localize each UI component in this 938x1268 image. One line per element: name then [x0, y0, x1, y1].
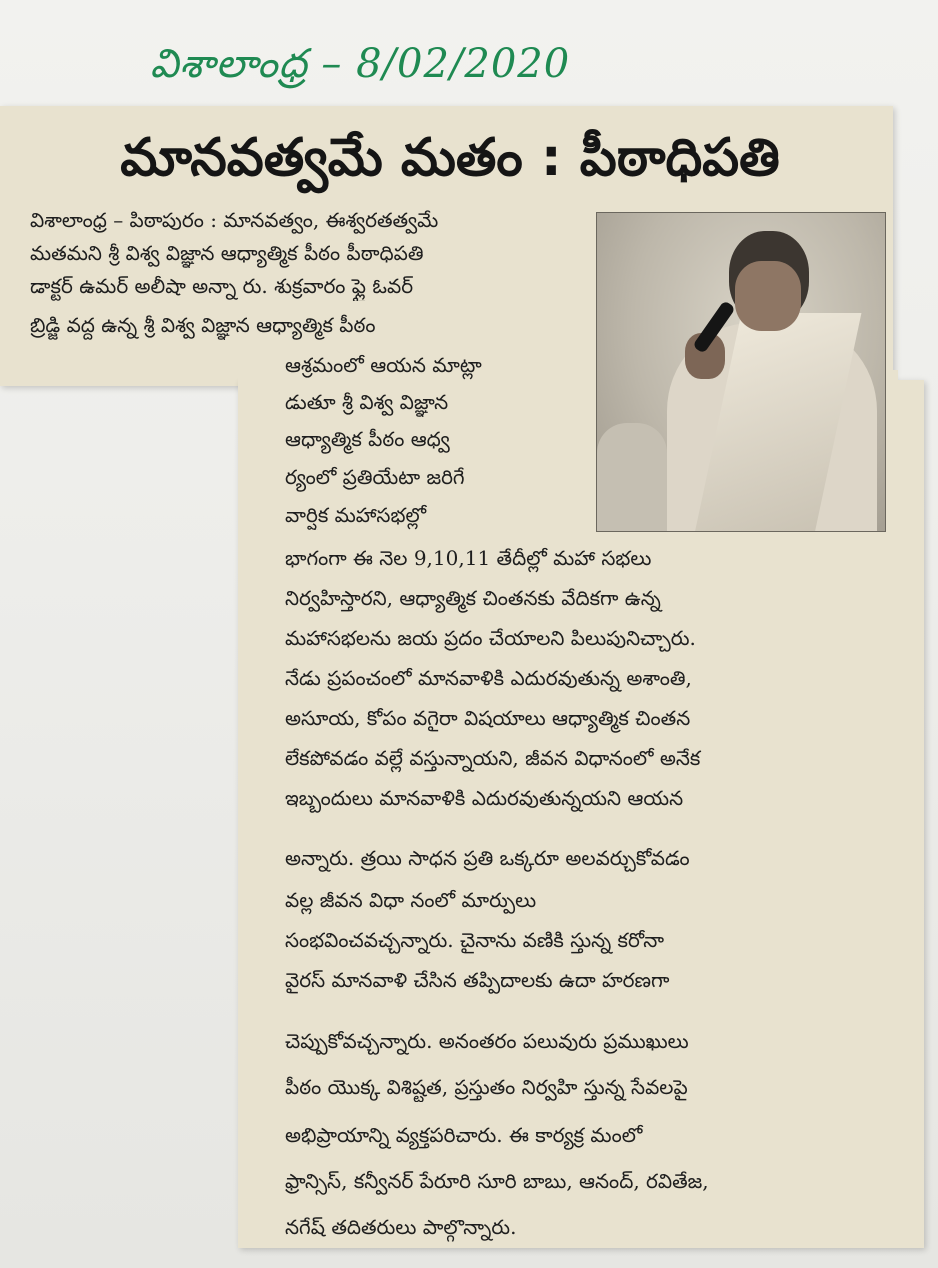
article-line: పీఠం యొక్క విశిష్టత, ప్రస్తుతం నిర్వహి స్తున్న సేవలపై [285, 1075, 688, 1099]
article-line: వార్షిక మహాసభల్లో [285, 503, 427, 527]
article-line: డుతూ శ్రీ విశ్వ విజ్ఞాన [285, 390, 449, 414]
article-line: భాగంగా ఈ నెల 9,10,11 తేదీల్లో మహా సభలు [285, 546, 652, 570]
article-line: వైరస్ మానవాళి చేసిన తప్పిదాలకు ఉదా హరణగా [285, 968, 670, 992]
article-headline: మానవత్వమే మతం : పీఠాధిపతి [120, 128, 780, 188]
article-line: చెప్పుకోవచ్చన్నారు. అనంతరం పలువురు ప్రముఖులు [285, 1029, 689, 1053]
chair-shape [597, 423, 667, 532]
article-line: ఆశ్రమంలో ఆయన మాట్లా [285, 353, 482, 377]
article-line: నిర్వహిస్తారని, ఆధ్యాత్మిక చింతనకు వేదికగా ఉన్న [285, 586, 661, 610]
article-line: ఫ్రాన్సిస్, కన్వీనర్ పేరూరి సూరి బాబు, ఆనంద్, రవితేజ, [285, 1169, 709, 1193]
article-line: నగేష్ తదితరులు పాల్గొన్నారు. [285, 1215, 517, 1239]
handwritten-date-note: విశాలాంధ్ర – 8/02/2020 [150, 41, 571, 87]
article-line: బ్రిడ్జి వద్ద ఉన్న శ్రీ విశ్వ విజ్ఞాన ఆధ్యాత్మిక పీఠం [30, 313, 376, 337]
article-line: ఇబ్బందులు మానవాళికి ఎదురవుతున్నయని ఆయన [285, 786, 684, 810]
article-line: మతమని శ్రీ విశ్వ విజ్ఞాన ఆధ్యాత్మిక పీఠం పీఠాధిపతి [30, 241, 424, 265]
article-line: అసూయ, కోపం వగైరా విషయాలు ఆధ్యాత్మిక చింతన [285, 706, 691, 730]
article-line: లేకపోవడం వల్లే వస్తున్నాయని, జీవన విధానంలో అనేక [285, 746, 701, 770]
article-line: విశాలాంధ్ర – పిఠాపురం : మానవత్వం, ఈశ్వరతత్వమే [30, 208, 439, 232]
article-line: అభిప్రాయాన్ని వ్యక్తపరిచారు. ఈ కార్యక్ర మంలో [285, 1123, 643, 1147]
article-line: అన్నారు. త్రయి సాధన ప్రతి ఒక్కరూ అలవర్చుకోవడం [285, 846, 690, 870]
article-line: ఆధ్యాత్మిక పీఠం ఆధ్వ [285, 427, 450, 451]
face-shape [735, 261, 801, 331]
article-line: ర్యంలో ప్రతియేటా జరిగే [285, 465, 465, 489]
speaker-photo-icon [596, 212, 886, 532]
article-line: డాక్టర్ ఉమర్ అలీషా అన్నా రు. శుక్రవారం ఫ్లై ఓవర్ [30, 274, 414, 298]
article-line: నేడు ప్రపంచంలో మానవాళికి ఎదురవుతున్న అశాంతి, [285, 666, 692, 690]
article-line: వల్ల జీవన విధా నంలో మార్పులు [285, 888, 537, 912]
article-line: మహాసభలను జయ ప్రదం చేయాలని పిలుపునిచ్చారు. [285, 626, 696, 650]
article-line: సంభవించవచ్చన్నారు. చైనాను వణికి స్తున్న కరోనా [285, 928, 665, 952]
